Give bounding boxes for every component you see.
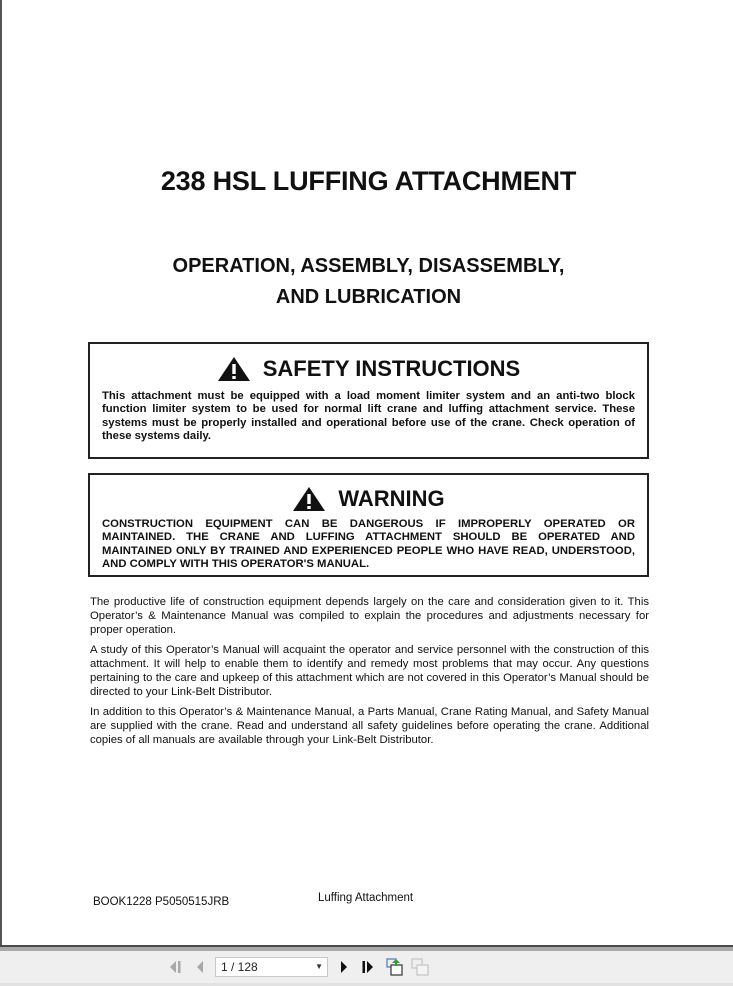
warning-body: CONSTRUCTION EQUIPMENT CAN BE DANGEROUS IF IMPROPERLY OPERATED OR MAINTAINED. THE CRANE AND LUFFING ATTACHMENT SHOULD BE OPERATED AND MAINTAINED ONLY BY TRAINED AND EXPERIENCED PEOPLE WHO HAVE READ, UNDERSTOOD, AND COMPLY WITH THIS OPERATOR'S MANUAL. <box>102 518 635 571</box>
first-page-icon <box>169 960 183 974</box>
next-view-icon <box>411 958 429 976</box>
footer-book-number: BOOK1228 P5050515JRB <box>93 896 230 908</box>
intro-paragraph-2: A study of this Operator’s Manual will acquaint the operator and service personnel with the construction of this attachment. It will help to enable them to identify and remedy most problems that may occur. Any questions pertaining to the care and upkeep of this attachment which are not covered in this Operator’s Manual should be directed to your Link-Belt Distributor. <box>90 644 649 698</box>
document-subtitle-line1: OPERATION, ASSEMBLY, DISASSEMBLY, <box>172 255 565 277</box>
chevron-down-icon: ▼ <box>315 962 323 971</box>
footer-section-title: Luffing Attachment <box>318 892 414 904</box>
page-indicator: 1 / 128 <box>221 960 258 974</box>
safety-body: This attachment must be equipped with a load moment limiter system and an anti-two block function limiter system to be used for normal lift crane and luffing attachment service. These systems must be properly installed and operational before use of the crane. Check operation of these systems daily. <box>102 390 635 443</box>
previous-page-icon <box>195 960 205 974</box>
previous-view-button[interactable] <box>385 959 405 975</box>
last-page-icon <box>360 960 374 974</box>
safety-instructions-box <box>88 342 649 459</box>
last-page-button[interactable] <box>359 959 375 975</box>
document-subtitle-line2: AND LUBRICATION <box>275 286 462 308</box>
previous-view-icon <box>386 958 404 976</box>
warning-triangle-icon <box>292 486 326 512</box>
previous-page-button[interactable] <box>193 959 207 975</box>
next-view-button[interactable] <box>410 959 430 975</box>
navigation-toolbar <box>0 951 733 983</box>
next-page-icon <box>339 960 349 974</box>
warning-triangle-icon <box>217 356 251 382</box>
document-title: 238 HSL LUFFING ATTACHMENT <box>160 166 577 196</box>
warning-heading: WARNING <box>338 486 445 511</box>
warning-box <box>88 473 649 577</box>
intro-paragraph-1: The productive life of construction equipment depends largely on the care and consideration given to it. This Operator’s & Maintenance Manual was compiled to explain the procedures and adjustments necessary for proper operation. <box>90 596 649 636</box>
next-page-button[interactable] <box>337 959 351 975</box>
first-page-button[interactable] <box>168 959 184 975</box>
safety-heading: SAFETY INSTRUCTIONS <box>262 356 521 381</box>
intro-paragraph-3: In addition to this Operator’s & Maintenance Manual, a Parts Manual, Crane Rating Manual, and Safety Manual are supplied with the crane. Read and understand all safety guidelines before operating the crane. Additional copies of all manuals are available through your Link-Belt Distributor. <box>90 706 649 746</box>
page-number-dropdown[interactable] <box>215 957 328 977</box>
